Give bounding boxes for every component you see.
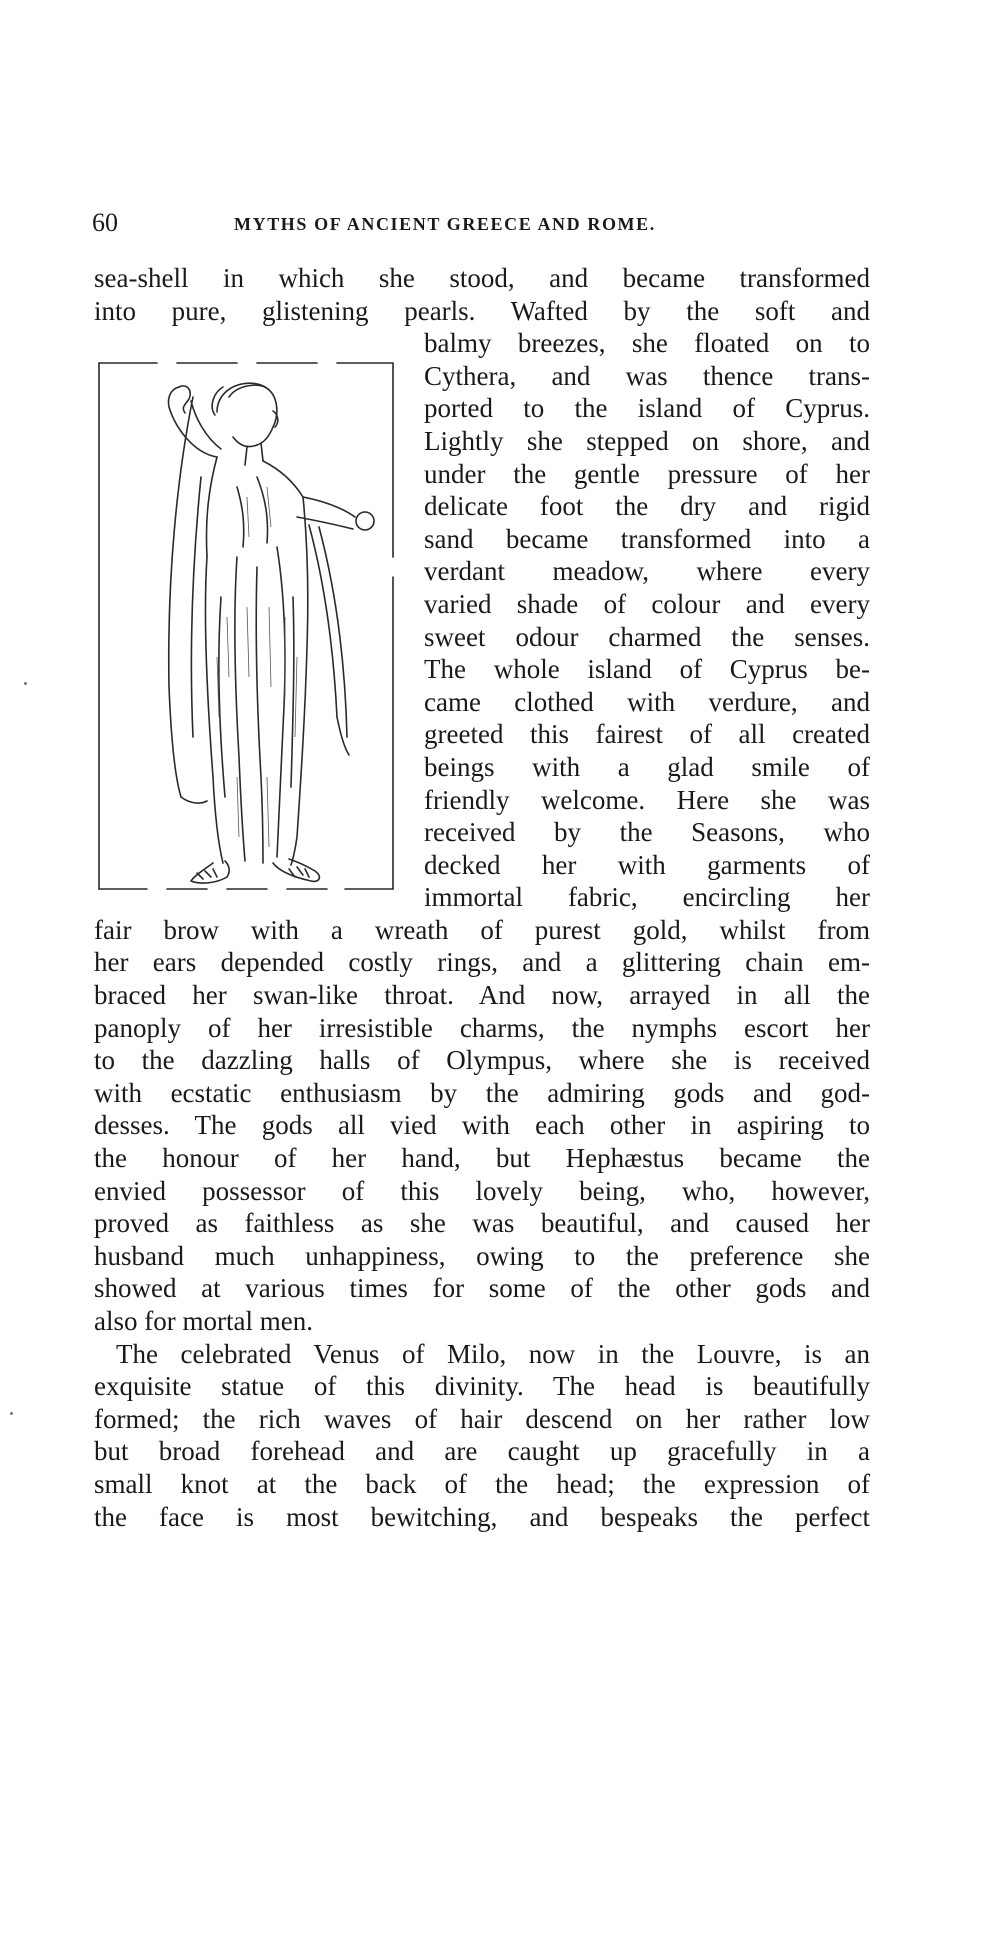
text-line: Cythera, and was thence trans- xyxy=(424,360,870,391)
text-line: received by the Seasons, who xyxy=(424,817,870,848)
text-line: exquisite statue of this divinity. The head is beautifully xyxy=(94,1371,870,1402)
text-line: braced her swan-like throat. And now, arrayed in all the xyxy=(94,980,870,1011)
text-line: delicate foot the dry and rigid xyxy=(424,491,870,522)
text-line: also for mortal men. xyxy=(94,1306,313,1336)
text-line: panoply of her irresistible charms, the nymphs escort her xyxy=(94,1012,870,1043)
text-line: her ears depended costly rings, and a glittering chain em- xyxy=(94,947,870,978)
scan-speck xyxy=(10,1412,13,1415)
text-line: verdant meadow, where every xyxy=(424,556,870,587)
text-line: desses. The gods all vied with each other in aspiring to xyxy=(94,1110,870,1141)
text-line: beings with a glad smile of xyxy=(424,751,870,782)
text-line: balmy breezes, she floated on to xyxy=(424,328,870,359)
scan-speck xyxy=(24,682,27,685)
text-line: husband much unhappiness, owing to the preference she xyxy=(94,1240,870,1271)
text-line: friendly welcome. Here she was xyxy=(424,784,870,815)
text-line: fair brow with a wreath of purest gold, whilst from xyxy=(94,914,870,945)
text-line: came clothed with verdure, and xyxy=(424,686,870,717)
text-line: varied shade of colour and every xyxy=(424,588,870,619)
text-line: greeted this fairest of all created xyxy=(424,719,870,750)
text-line: sea-shell in which she stood, and became transformed xyxy=(94,263,870,293)
page-number: 60 xyxy=(92,208,118,237)
text-line: sweet odour charmed the senses. xyxy=(424,621,870,652)
text-line: into pure, glistening pearls. Wafted by the soft and xyxy=(94,295,870,326)
text-line: the face is most bewitching, and bespeaks the perfect xyxy=(94,1501,870,1532)
text-line: to the dazzling halls of Olympus, where she is received xyxy=(94,1045,870,1076)
text-line: ported to the island of Cyprus. xyxy=(424,393,870,424)
text-line: the honour of her hand, but Hephæstus became the xyxy=(94,1143,870,1174)
body-text xyxy=(94,262,870,1533)
running-head xyxy=(92,208,872,238)
text-line: with ecstatic enthusiasm by the admiring gods and god- xyxy=(94,1077,870,1108)
text-line: The whole island of Cyprus be- xyxy=(424,654,870,685)
text-line: under the gentle pressure of her xyxy=(424,458,870,489)
text-line: but broad forehead and are caught up gracefully in a xyxy=(94,1436,870,1467)
text-line: immortal fabric, encircling her xyxy=(424,882,870,913)
text-line: sand became transformed into a xyxy=(424,523,870,554)
text-line: formed; the rich waves of hair descend on her rather low xyxy=(94,1403,870,1434)
text-line: small knot at the back of the head; the expression of xyxy=(94,1468,870,1499)
text-line: proved as faithless as she was beautiful, and caused her xyxy=(94,1208,870,1239)
running-title: MYTHS OF ANCIENT GREECE AND ROME. xyxy=(234,214,656,234)
text-line: The celebrated Venus of Milo, now in the Louvre, is an xyxy=(116,1338,870,1369)
text-line: decked her with garments of xyxy=(424,849,870,880)
text-line: Lightly she stepped on shore, and xyxy=(424,425,870,456)
text-line: envied possessor of this lovely being, who, however, xyxy=(94,1175,870,1206)
text-line: showed at various times for some of the other gods and xyxy=(94,1273,870,1304)
